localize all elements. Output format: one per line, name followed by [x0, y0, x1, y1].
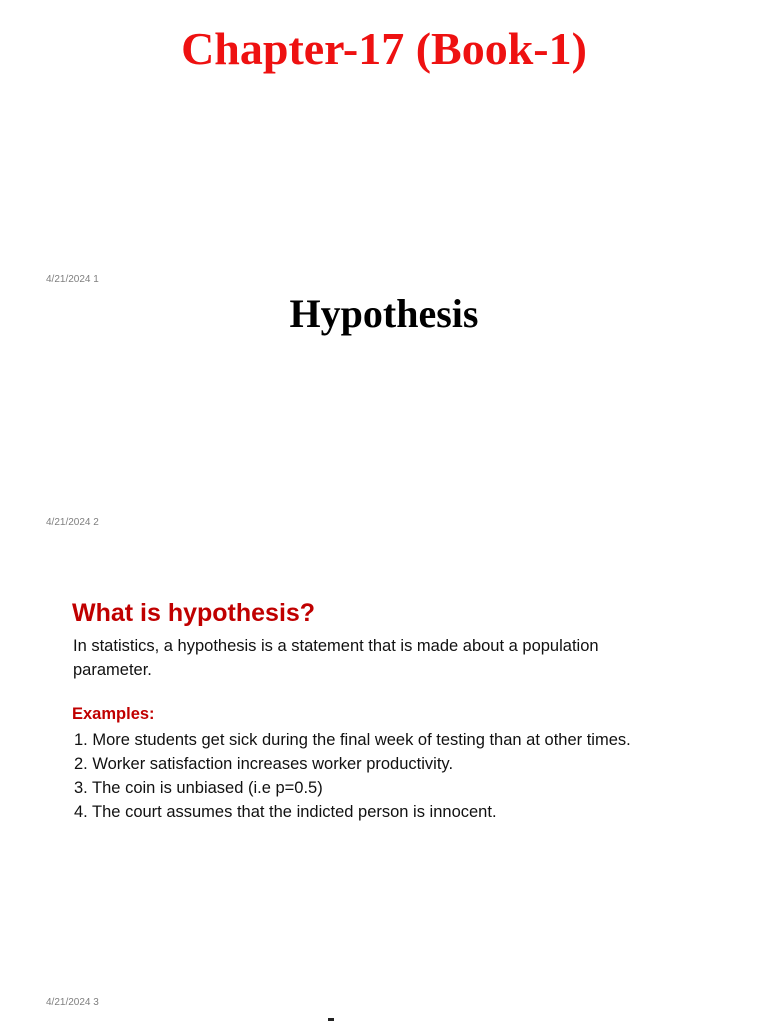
- slide-1-footer: 4/21/2024 1: [46, 274, 99, 285]
- slide-2-title: Hypothesis: [289, 291, 479, 336]
- slide-3-heading: What is hypothesis?: [72, 599, 316, 627]
- list-item: 4. The court assumes that the indicted person is innocent.: [74, 803, 497, 821]
- list-item: 3. The coin is unbiased (i.e p=0.5): [74, 779, 323, 797]
- slide-3-intro: In statistics, a hypothesis is a statement that is made about a population parameter.: [73, 637, 599, 679]
- slide-2-footer: 4/21/2024 2: [46, 517, 99, 528]
- list-item: 2. Worker satisfaction increases worker productivity.: [74, 755, 454, 773]
- next-slide-partial-mark: [328, 1018, 334, 1021]
- list-item: 1. More students get sick during the final week of testing than at other times.: [74, 731, 631, 749]
- examples-label: Examples:: [72, 705, 155, 723]
- examples-list: [72, 728, 672, 824]
- slide-3-footer: 4/21/2024 3: [46, 997, 99, 1008]
- slide-1-title: Chapter-17 (Book-1): [181, 23, 587, 74]
